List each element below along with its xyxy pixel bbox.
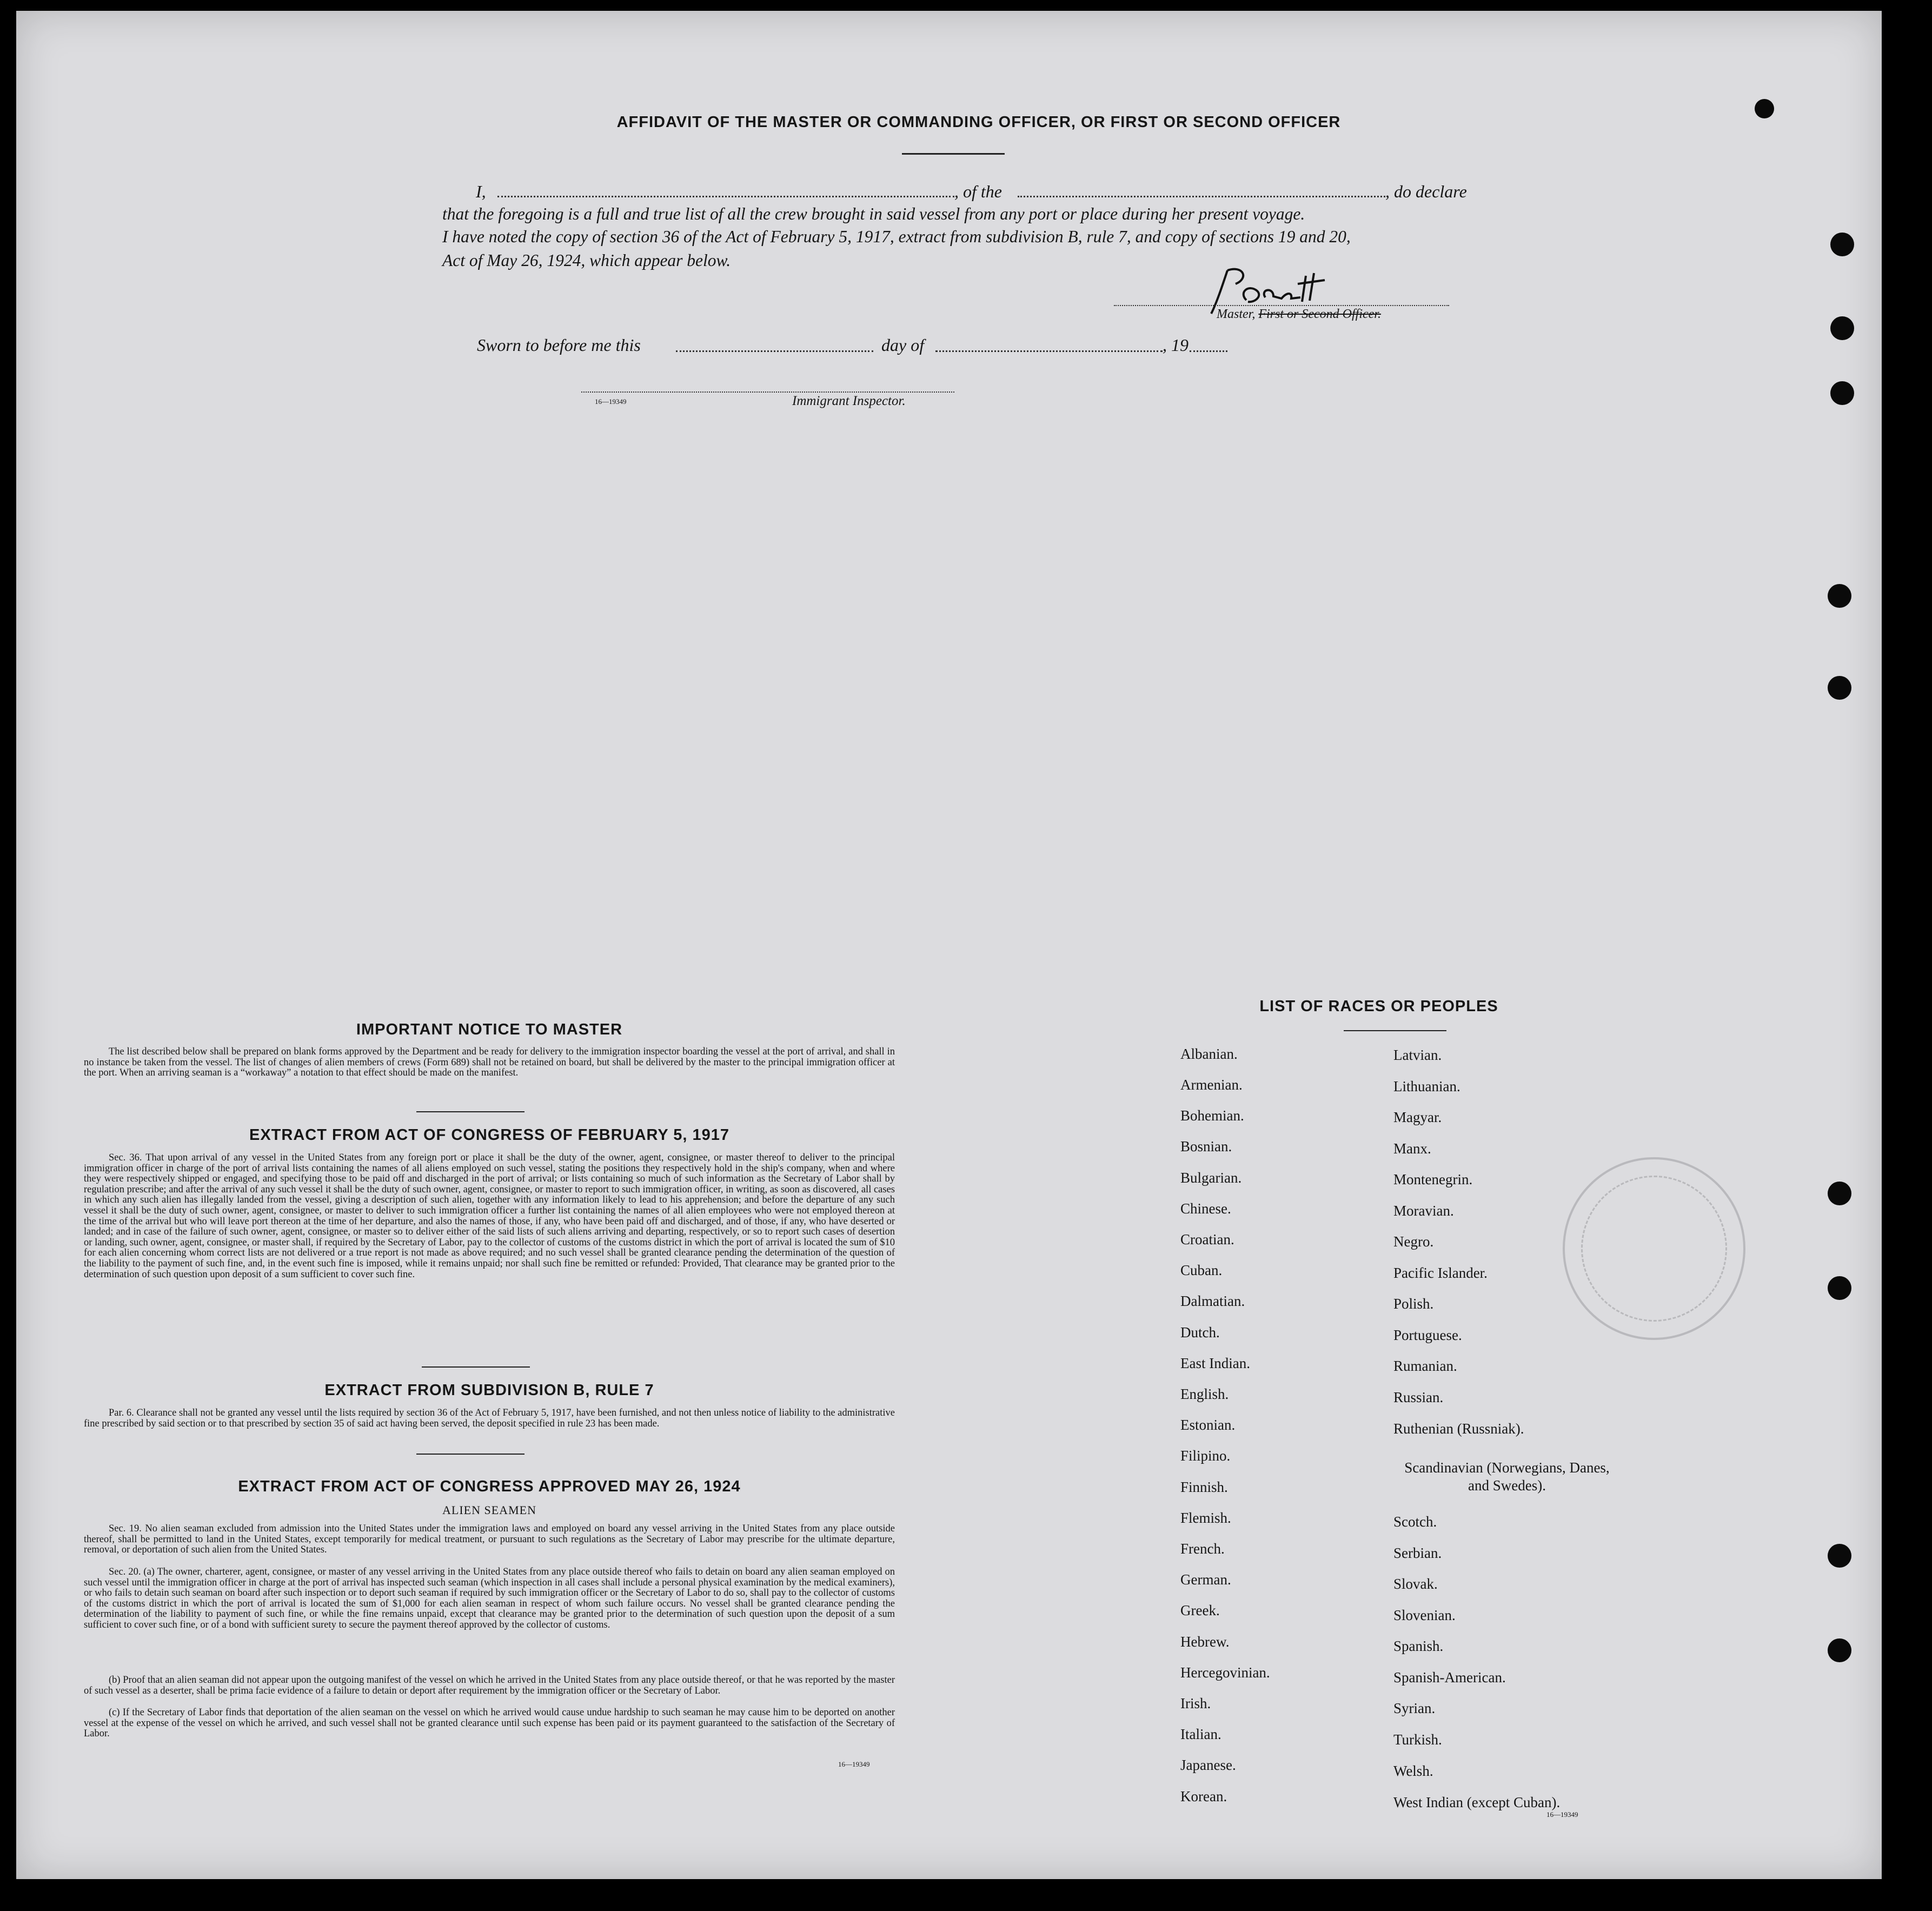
race-item: Spanish-American. <box>1393 1669 1506 1686</box>
extract-1924-sec20a: Sec. 20. (a) The owner, charterer, agent, consignee, or master of any vessel arriving in the United States from any place outside thereof who fails to detain on board any alien seaman employed on such vessel until the immigration officer in charge at the port of arrival has inspected such seaman (which inspection in all cases shall include a personal physical examination by the medical examiners), or who fails to detain such seaman on board after such inspection or to deport such seaman if required by such immigration officer or the Secretary of Labor to do so, shall pay to the collector of customs of the customs district in which the port of arrival is located the sum of $1,000 for each alien seaman in respect of whom such failure occurs. No vessel shall be granted clearance pending the determination of the liability to payment of such fine, or while the fine remains unpaid, except that clearance may be granted prior to the determination of such question upon the deposit of a sum sufficient to cover such fine, or of a bond with sufficient surety to secure the payment thereof approved by the collector of customs. <box>84 1567 895 1630</box>
extract-1924-sec20c: (c) If the Secretary of Labor finds that deportation of the alien seaman on the vessel on which he arrived would cause undue hardship to such seaman he may cause him to be deported on another vessel at the expense of the vessel on which he arrived, and such vessel shall not be granted clearance until such expense has been paid or its payment guaranteed to the satisfaction of the Secretary of Labor. <box>84 1707 895 1740</box>
form-number: 16—19349 <box>595 397 627 406</box>
punch-hole <box>1828 1544 1851 1568</box>
race-item: Portuguese. <box>1393 1327 1462 1343</box>
race-item: Armenian. <box>1180 1077 1243 1093</box>
race-item: Bosnian. <box>1180 1138 1232 1154</box>
race-item: Albanian. <box>1180 1046 1238 1062</box>
punch-hole <box>1828 1638 1851 1662</box>
signature-line <box>1114 296 1449 306</box>
declaration-line-1 <box>476 182 486 202</box>
extract-1924-sec20b: (b) Proof that an alien seaman did not appear upon the outgoing manifest of the vessel on which he arrived in the United States from any place outside thereof, or that he was reported by the master of such vessel as a deserter, shall be prima facie evidence of a failure to detain or deport after requirement by the immigration officer or the Secretary of Labor. <box>84 1675 895 1696</box>
race-item: Italian. <box>1180 1726 1221 1742</box>
race-item: Turkish. <box>1393 1731 1442 1748</box>
race-item: Japanese. <box>1180 1757 1236 1773</box>
declaration-line-3: I have noted the copy of section 36 of the Act of February 5, 1917, extract from subdivision B, rule 7, and copy of sections 19 and 20, <box>442 227 1351 246</box>
race-item: Flemish. <box>1180 1510 1231 1526</box>
notice-title: IMPORTANT NOTICE TO MASTER <box>356 1021 623 1038</box>
race-item: Bohemian. <box>1180 1107 1244 1124</box>
sworn-text: Sworn to before me this <box>477 335 641 355</box>
race-item: Magyar. <box>1393 1109 1442 1125</box>
race-item: Croatian. <box>1180 1231 1234 1248</box>
title-divider <box>902 153 1005 155</box>
race-item: Polish. <box>1393 1296 1434 1312</box>
divider <box>416 1111 525 1112</box>
race-item: English. <box>1180 1386 1229 1402</box>
race-item: German. <box>1180 1571 1231 1588</box>
race-item: Finnish. <box>1180 1479 1228 1495</box>
race-item: Hercegovinian. <box>1180 1664 1270 1681</box>
race-item: West Indian (except Cuban). <box>1393 1794 1561 1810</box>
declaration-do-declare: , do declare <box>1385 182 1467 201</box>
alien-seamen-subtitle: ALIEN SEAMEN <box>442 1503 536 1517</box>
extract-rule7-text: Par. 6. Clearance shall not be granted any vessel until the lists required by section 36 of the Act of February 5, 1917, have been furnished, and not then unless notice of liability to the administrative fine prescribed by said section or to that prescribed by section 35 of said act having been served, the deposit specified in rule 23 has been made. <box>84 1408 895 1429</box>
embossed-seal <box>1563 1157 1745 1340</box>
race-item: Hebrew. <box>1180 1634 1230 1650</box>
race-item: Moravian. <box>1393 1203 1454 1219</box>
race-item: Manx. <box>1393 1140 1431 1157</box>
extract-1924-title: EXTRACT FROM ACT OF CONGRESS APPROVED MAY 26, 1924 <box>238 1478 741 1495</box>
extract-1917-text: Sec. 36. That upon arrival of any vessel in the United States from any foreign port or place it shall be the duty of the owner, agent, consignee, or master thereof to deliver to the principal immigration officer in charge of the port of arrival lists containing the names of all aliens employed on such vessel, stating the positions they respectively hold in the ship's company, when and where they were respectively shipped or engaged, and specifying those to be paid off and discharged in the port of arrival; or lists containing so much of such information as the Secretary of Labor shall by regulation prescribe; and after the arrival of any such vessel it shall be the duty of such owner, agent, consignee, or master to report to such immigration officer, in writing, as soon as discovered, all cases in which any such alien has illegally landed from the vessel, giving a description of such alien, together with any information likely to lead to his apprehension; and before the departure of any such vessel it shall be the duty of such owner, agent, consignee, or master to deliver to such immigration officer a further list containing the names of all alien employees who were not employed thereon at the time of the arrival but who will leave port thereon at the time of her departure, and also the names of those, if any, who have been paid off and discharged, and of those, if any, who have deserted or landed; and in case of the failure of such owner, agent, consignee, or master so to deliver either of the said lists of such aliens arriving and departing, respectively, or so to report such cases of desertion or landing, such owner, agent, consignee, or master shall, if required by the Secretary of Labor, pay to the collector of customs of the customs district in which the port of arrival is located the sum of $10 for each alien concerning whom correct lists are not delivered or a true report is not made as above required; and no such vessel shall be granted clearance pending the determination of the question of the liability to the payment of such fine, and, in the event such fine is imposed, while it remains unpaid; nor shall such fine be remitted or refunded: Provided, That clearance may be granted prior to the determination of such question upon deposit of a sum sufficient to cover such fine. <box>84 1152 895 1280</box>
race-item: Serbian. <box>1393 1545 1442 1561</box>
race-item: Latvian. <box>1393 1047 1442 1063</box>
form-number: 16—19349 <box>838 1760 870 1768</box>
punch-hole <box>1828 1276 1851 1300</box>
race-item: Pacific Islander. <box>1393 1265 1488 1281</box>
race-item: Scotch. <box>1393 1514 1437 1530</box>
race-item: French. <box>1180 1541 1225 1557</box>
inspector-caption: Immigrant Inspector. <box>792 394 906 408</box>
race-item: Spanish. <box>1393 1638 1444 1654</box>
inspector-signature-line <box>581 384 954 393</box>
caption-master: Master, <box>1217 307 1256 321</box>
declaration-i: I, <box>476 182 486 201</box>
race-item: Montenegrin. <box>1393 1171 1473 1187</box>
race-item: Estonian. <box>1180 1417 1236 1433</box>
race-item: Welsh. <box>1393 1763 1433 1779</box>
notice-text: The list described below shall be prepared on blank forms approved by the Department and be ready for delivery to the immigration inspector boarding the vessel at the port of arrival, and shall in no instance be taken from the vessel. The list of changes of alien members of crews (Form 689) shall not be retained on board, but shall be delivered by the master to the principal immigration officer at the port. When an arriving seaman is a “workaway” a notation to that effect should be made on the manifest. <box>84 1046 895 1079</box>
extract-1924-sec19: Sec. 19. No alien seaman excluded from admission into the United States under the immigration laws and employed on board any vessel arriving in the United States from any place outside thereof, shall be permitted to land in the United States, except temporarily for medical treatment, or pursuant to such regulations as the Secretary of Labor may prescribe for the ultimate departure, removal, or deportation of such alien from the United States. <box>84 1523 895 1556</box>
race-item: Filipino. <box>1180 1448 1231 1464</box>
extract-1917-title: EXTRACT FROM ACT OF CONGRESS OF FEBRUARY 5, 1917 <box>249 1126 730 1144</box>
race-item: Chinese. <box>1180 1200 1231 1217</box>
punch-hole <box>1828 584 1851 608</box>
punch-hole <box>1830 316 1854 340</box>
vessel-blank <box>1018 186 1385 197</box>
title-divider <box>1344 1030 1446 1031</box>
sworn-month-blank <box>935 341 1163 352</box>
punch-hole <box>1830 381 1854 405</box>
races-title: LIST OF RACES OR PEOPLES <box>1259 998 1498 1015</box>
race-item: Korean. <box>1180 1788 1227 1804</box>
name-blank <box>497 186 954 197</box>
race-item: East Indian. <box>1180 1355 1250 1371</box>
affidavit-title: AFFIDAVIT OF THE MASTER OR COMMANDING OFFICER, OR FIRST OR SECOND OFFICER <box>616 114 1341 131</box>
punch-hole <box>1830 233 1854 256</box>
sworn-year-blank <box>1190 341 1227 352</box>
race-item: Slovenian. <box>1393 1607 1456 1623</box>
race-item: Cuban. <box>1180 1262 1223 1278</box>
caption-struck-officer: First or Second Officer. <box>1258 307 1381 321</box>
race-item: Slovak. <box>1393 1576 1438 1592</box>
race-item: Greek. <box>1180 1602 1220 1618</box>
divider <box>416 1454 525 1455</box>
sworn-day-blank <box>676 341 873 352</box>
race-item: Syrian. <box>1393 1700 1436 1716</box>
declaration-of-the: , of the <box>954 182 1002 201</box>
race-item: Ruthenian (Russniak). <box>1393 1421 1524 1437</box>
race-item: Lithuanian. <box>1393 1078 1460 1094</box>
declaration-line-4: Act of May 26, 1924, which appear below. <box>442 251 731 270</box>
punch-hole <box>1755 99 1774 118</box>
declaration-line-2: that the foregoing is a full and true list of all the crew brought in said vessel from any port or place during her present voyage. <box>442 204 1305 223</box>
race-item: Bulgarian. <box>1180 1170 1242 1186</box>
divider <box>422 1366 530 1368</box>
race-item: Dalmatian. <box>1180 1293 1245 1309</box>
race-item: Rumanian. <box>1393 1358 1457 1374</box>
punch-hole <box>1828 676 1851 700</box>
race-item: Dutch. <box>1180 1324 1220 1341</box>
race-item: Scandinavian (Norwegians, Danes, and Swedes). <box>1404 1459 1610 1494</box>
race-item: Irish. <box>1180 1695 1211 1711</box>
extract-rule7-title: EXTRACT FROM SUBDIVISION B, RULE 7 <box>324 1382 654 1399</box>
race-item: Russian. <box>1393 1389 1444 1405</box>
sworn-day-of: day of <box>881 335 925 355</box>
race-item: Negro. <box>1393 1233 1434 1250</box>
sworn-year: , 19 <box>1163 335 1189 355</box>
punch-hole <box>1828 1182 1851 1205</box>
form-number: 16—19349 <box>1546 1810 1578 1819</box>
signature-caption <box>1217 307 1381 322</box>
